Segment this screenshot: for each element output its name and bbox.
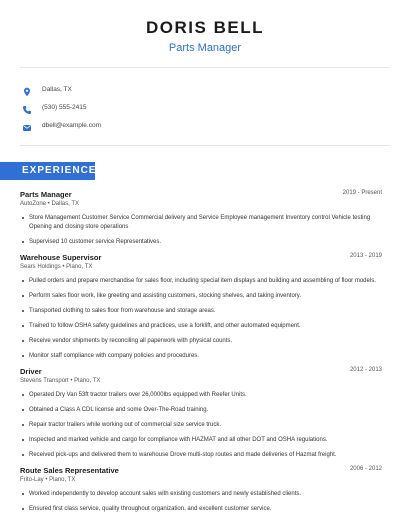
bullet-item: Perform sales floor work, like greeting and assisting customers, stocking shelves, and taking inventory. <box>20 292 382 301</box>
experience-label: EXPERIENCE <box>22 165 97 176</box>
bullet-item: Repair tractor trailers while working out of commercial size service truck. <box>20 421 382 430</box>
contact-location <box>22 82 72 96</box>
contact-email-text[interactable]: dbell@example.com <box>42 121 101 129</box>
bullet-item: Monitor staff compliance with company policies and procedures. <box>20 352 382 361</box>
candidate-name: DORIS BELL <box>146 18 264 37</box>
bullet-item: Trained to follow OSHA safety guidelines and practices, use a forklift, and other automated equipment. <box>20 322 382 331</box>
bullet-item: Obtained a Class A CDL license and some Over-The-Road training. <box>20 406 382 415</box>
job-title: Parts Manager <box>20 190 72 199</box>
job-entry <box>20 466 382 520</box>
job-entry <box>20 190 382 253</box>
job-dates: 2006 - 2012 <box>349 466 382 472</box>
email-icon <box>22 120 32 130</box>
job-dates: 2012 - 2013 <box>349 367 382 373</box>
phone-icon <box>22 102 32 112</box>
bullet-item: Received pick-ups and delivered them to warehouse Drove multi-stop routes and made deliveries of Hazmat freight. <box>20 451 382 460</box>
job-title: Warehouse Supervisor <box>20 253 102 262</box>
bullet-item: Ensured first class service, quality throughout organization, and excellent customer service. <box>20 505 382 514</box>
bullet-item: Receive vendor shipments by reconciling all paperwork with physical counts. <box>20 337 382 346</box>
job-company: AutoZone • Dallas, TX <box>20 201 80 207</box>
contact-phone-text: (530) 555-2415 <box>42 103 87 111</box>
job-bullets <box>20 214 382 246</box>
divider <box>20 145 390 146</box>
bullet-item: Inspected and marked vehicle and cargo for compliance with HAZMAT and all other DOT and OSHA regulations. <box>20 436 382 445</box>
bullet-item: Supervised 10 customer service Representatives. <box>20 238 382 247</box>
job-bullets <box>20 490 382 514</box>
resume-header <box>0 18 410 54</box>
contact-phone <box>22 100 86 114</box>
job-dates: 2013 - 2019 <box>349 253 382 259</box>
job-company: Sears Holdings • Plano, TX <box>20 264 93 270</box>
job-bullets <box>20 277 382 361</box>
bullet-item: Worked independently to develop account sales with existing customers and newly established clients. <box>20 490 382 499</box>
divider <box>20 67 390 68</box>
job-title: Route Sales Representative <box>20 466 119 475</box>
bullet-item: Transported clothing to sales floor from warehouse and storage areas. <box>20 307 382 316</box>
job-company: Stevens Transport • Plano, TX <box>20 378 101 384</box>
job-entry <box>20 367 382 466</box>
job-entry <box>20 253 382 367</box>
bullet-item: Store Management Customer Service Commercial delivery and Service Employee management Inventory control Vehicle testing Opening and closing store operations <box>20 214 382 231</box>
experience-section-header <box>0 162 95 180</box>
job-company: Frito-Lay • Plano, TX <box>20 477 76 483</box>
location-pin-icon <box>22 84 32 94</box>
bullet-item: Operated Dry Van 53ft tractor trailers over 26,0000lbs equipped with Reefer Units. <box>20 391 382 400</box>
job-bullets <box>20 391 382 460</box>
contact-location-text: Dallas, TX <box>42 85 72 93</box>
contact-email[interactable] <box>22 118 101 132</box>
candidate-title: Parts Manager <box>168 42 242 54</box>
job-dates: 2019 - Present <box>342 190 382 196</box>
bullet-item: Pulled orders and prepare merchandise for sales floor, including special item displays and building and assembling of floor models. <box>20 277 382 286</box>
job-title: Driver <box>20 367 42 376</box>
